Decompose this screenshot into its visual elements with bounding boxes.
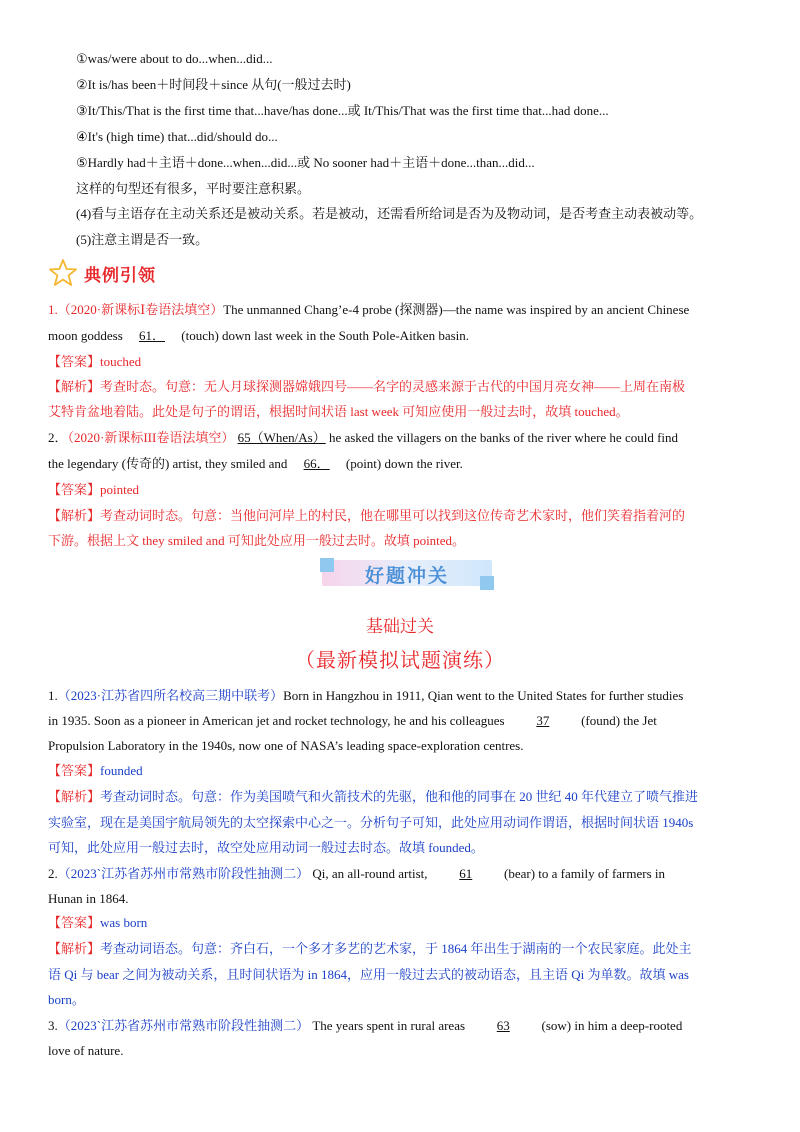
analysis-label: 【解析】 [48,789,101,804]
section-title: 典例引领 [84,265,156,285]
ex1-blank: 61． [138,328,165,343]
ex2-analysis-text-1: 考查动词时态。句意：当他问河岸上的村民，他在哪里可以找到这位传奇艺术家时，他们笑着指着河的 [100,508,686,523]
rule-3 [76,102,752,120]
ex1-analysis-2 [48,403,752,421]
sub-title: 基础过关 [366,617,434,636]
q2-answer-text: was born [100,915,148,930]
q1-answer [48,762,752,780]
rule-4-text: ④It's (high time) that...did/should do... [76,129,278,144]
point-4 [76,205,752,223]
point-4-text: (4)看与主语存在主动关系还是被动关系。若是被动，还需看所给词是否为及物动词，是否考查主动表被动等。 [76,206,703,221]
ex2-blank-2: 66． [303,456,330,471]
ex1-analysis-1 [48,378,752,396]
rule-2-text: ②It is/has been＋时间段＋since 从句(一般过去时) [76,77,351,92]
ex2-answer-text: pointed [100,482,140,497]
q1-number: 1. [48,688,58,703]
section-heading [48,258,156,288]
rule-2 [76,76,752,94]
q3-line2 [48,1042,752,1060]
ex1-text-b1: moon goddess [48,328,123,343]
ex2-source: （2020·新课标III卷语法填空） [67,430,235,445]
ex2-text-b1: the legendary (传奇的) artist, they smiled and [48,456,288,471]
q3-number: 3. [48,1018,58,1033]
ex1-number: 1. [48,302,58,317]
q1-answer-text: founded [100,763,143,778]
note [76,180,752,198]
q3-text-a2: (sow) in him a deep-rooted [541,1018,683,1033]
star-icon [48,258,78,288]
q1-line3 [48,737,752,755]
ex2-analysis-1 [48,507,752,525]
rule-5-text: ⑤Hardly had＋主语＋done...when...did...或 No sooner had＋主语＋done...than...did... [76,155,535,170]
answer-label: 【答案】 [48,354,101,369]
q3-text-b: love of nature. [48,1043,124,1058]
q1-text-b1: in 1935. Soon as a pioneer in American jet and rocket technology, he and his colleagues [48,713,505,728]
point-5-text: (5)注意主谓是否一致。 [76,232,209,247]
q1-analysis-3 [48,839,752,857]
ex2-line1 [48,429,752,447]
q1-blank: 37 [536,713,550,728]
rule-3-text: ③It/This/That is the first time that...have/has done...或 It/This/That was the first time that...had done... [76,103,609,118]
q3-source: （2023`江苏省苏州市常熟市阶段性抽测二） [57,1018,310,1033]
q2-analysis-text-3: born。 [48,992,85,1007]
banner-corner-left [320,558,334,572]
q2-analysis-1 [48,940,752,958]
analysis-label: 【解析】 [48,941,101,956]
q1-text-c: Propulsion Laboratory in the 1940s, now one of NASA’s leading space-exploration centres. [48,738,524,753]
q1-line1 [48,687,752,705]
answer-label: 【答案】 [48,763,101,778]
note-text: 这样的句型还有很多，平时要注意积累。 [76,181,311,196]
ex2-text-a: he asked the villagers on the banks of the river where he could find [328,430,679,445]
ex1-line2 [48,327,752,345]
ex1-text-a: The unmanned Chang’e-4 probe (探测器)—the name was inspired by an ancient Chinese [223,302,690,317]
answer-label: 【答案】 [48,915,101,930]
analysis-label: 【解析】 [48,508,101,523]
q1-analysis-1 [48,788,752,806]
ex2-blank-1: 65（When/As） [237,430,326,445]
ex1-analysis-text-2: 艾特肯盆地着陆。此处是句子的谓语，根据时间状语 last week 可知应使用一般过去时，故填 touched。 [48,404,629,419]
rule-4 [76,128,752,146]
q1-text-b2: (found) the Jet [581,713,657,728]
q1-analysis-2 [48,814,752,832]
ex2-analysis-text-2: 下游。根据上文 they smiled and 可知此处应用一般过去时。故填 pointed。 [48,533,466,548]
q2-line1 [48,865,752,883]
ex1-answer [48,353,752,371]
q1-analysis-text-1: 考查动词时态。句意：作为美国喷气和火箭技术的先驱，他和他的同事在 20 世纪 40 年代建立了喷气推进 [100,789,699,804]
ex1-answer-text: touched [100,354,142,369]
point-5 [76,231,752,249]
q2-source: （2023`江苏省苏州市常熟市阶段性抽测二） [57,866,310,881]
q2-text-a1: Qi, an all-round artist, [312,866,428,881]
q2-analysis-text-2: 语 Qi 与 bear 之间为被动关系，且时间状语为 in 1864，应用一般过去式的被动语态，且主语 Qi 为单数。故填 was [48,967,689,982]
q2-blank: 61 [459,866,473,881]
sub-title-2: （最新模拟试题演练） [295,650,505,672]
q1-line2 [48,712,752,730]
q2-analysis-3 [48,991,752,1009]
rule-5 [76,154,752,172]
ex2-analysis-2 [48,532,752,550]
ex2-answer [48,481,752,499]
q2-analysis-text-1: 考查动词语态。句意：齐白石，一个多才多艺的艺术家，于 1864 年出生于湖南的一个农民家庭。此处主 [100,941,692,956]
banner-heading [322,558,492,590]
q1-analysis-text-3: 可知，此处应用一般过去时，故空处应用动词一般过去时态。故填 founded。 [48,840,484,855]
ex2-number: 2． [48,430,68,445]
q2-line2 [48,890,752,908]
rule-1-text: ①was/were about to do...when...did... [76,51,273,66]
banner-corner-right [480,576,494,590]
q3-text-a1: The years spent in rural areas [312,1018,466,1033]
ex1-text-b2: (touch) down last week in the South Pole-Aitken basin. [181,328,470,343]
q2-text-b: Hunan in 1864. [48,891,129,906]
ex1-analysis-text-1: 考查时态。句意：无人月球探测器嫦娥四号——名字的灵感来源于古代的中国月亮女神——上周在南极 [100,379,686,394]
q2-answer [48,914,752,932]
q1-text-a: Born in Hangzhou in 1911, Qian went to the United States for further studies [283,688,684,703]
q2-text-a2: (bear) to a family of farmers in [504,866,665,881]
banner-title: 好题冲关 [364,565,449,587]
q1-source: （2023·江苏省四所名校高三期中联考） [57,688,284,703]
ex1-line1 [48,301,752,319]
q2-number: 2. [48,866,58,881]
q3-line1 [48,1017,752,1035]
rule-1 [76,50,752,68]
q3-blank: 63 [496,1018,510,1033]
analysis-label: 【解析】 [48,379,101,394]
answer-label: 【答案】 [48,482,101,497]
q2-analysis-2 [48,966,752,984]
ex2-text-b2: (point) down the river. [345,456,463,471]
ex2-line2 [48,455,752,473]
q1-analysis-text-2: 实验室，现在是美国宇航局领先的太空探索中心之一。分析句子可知，此处应用动词作谓语，根据时间状语 1940s [48,815,694,830]
ex1-source: （2020·新课标Ⅰ卷语法填空） [57,302,224,317]
